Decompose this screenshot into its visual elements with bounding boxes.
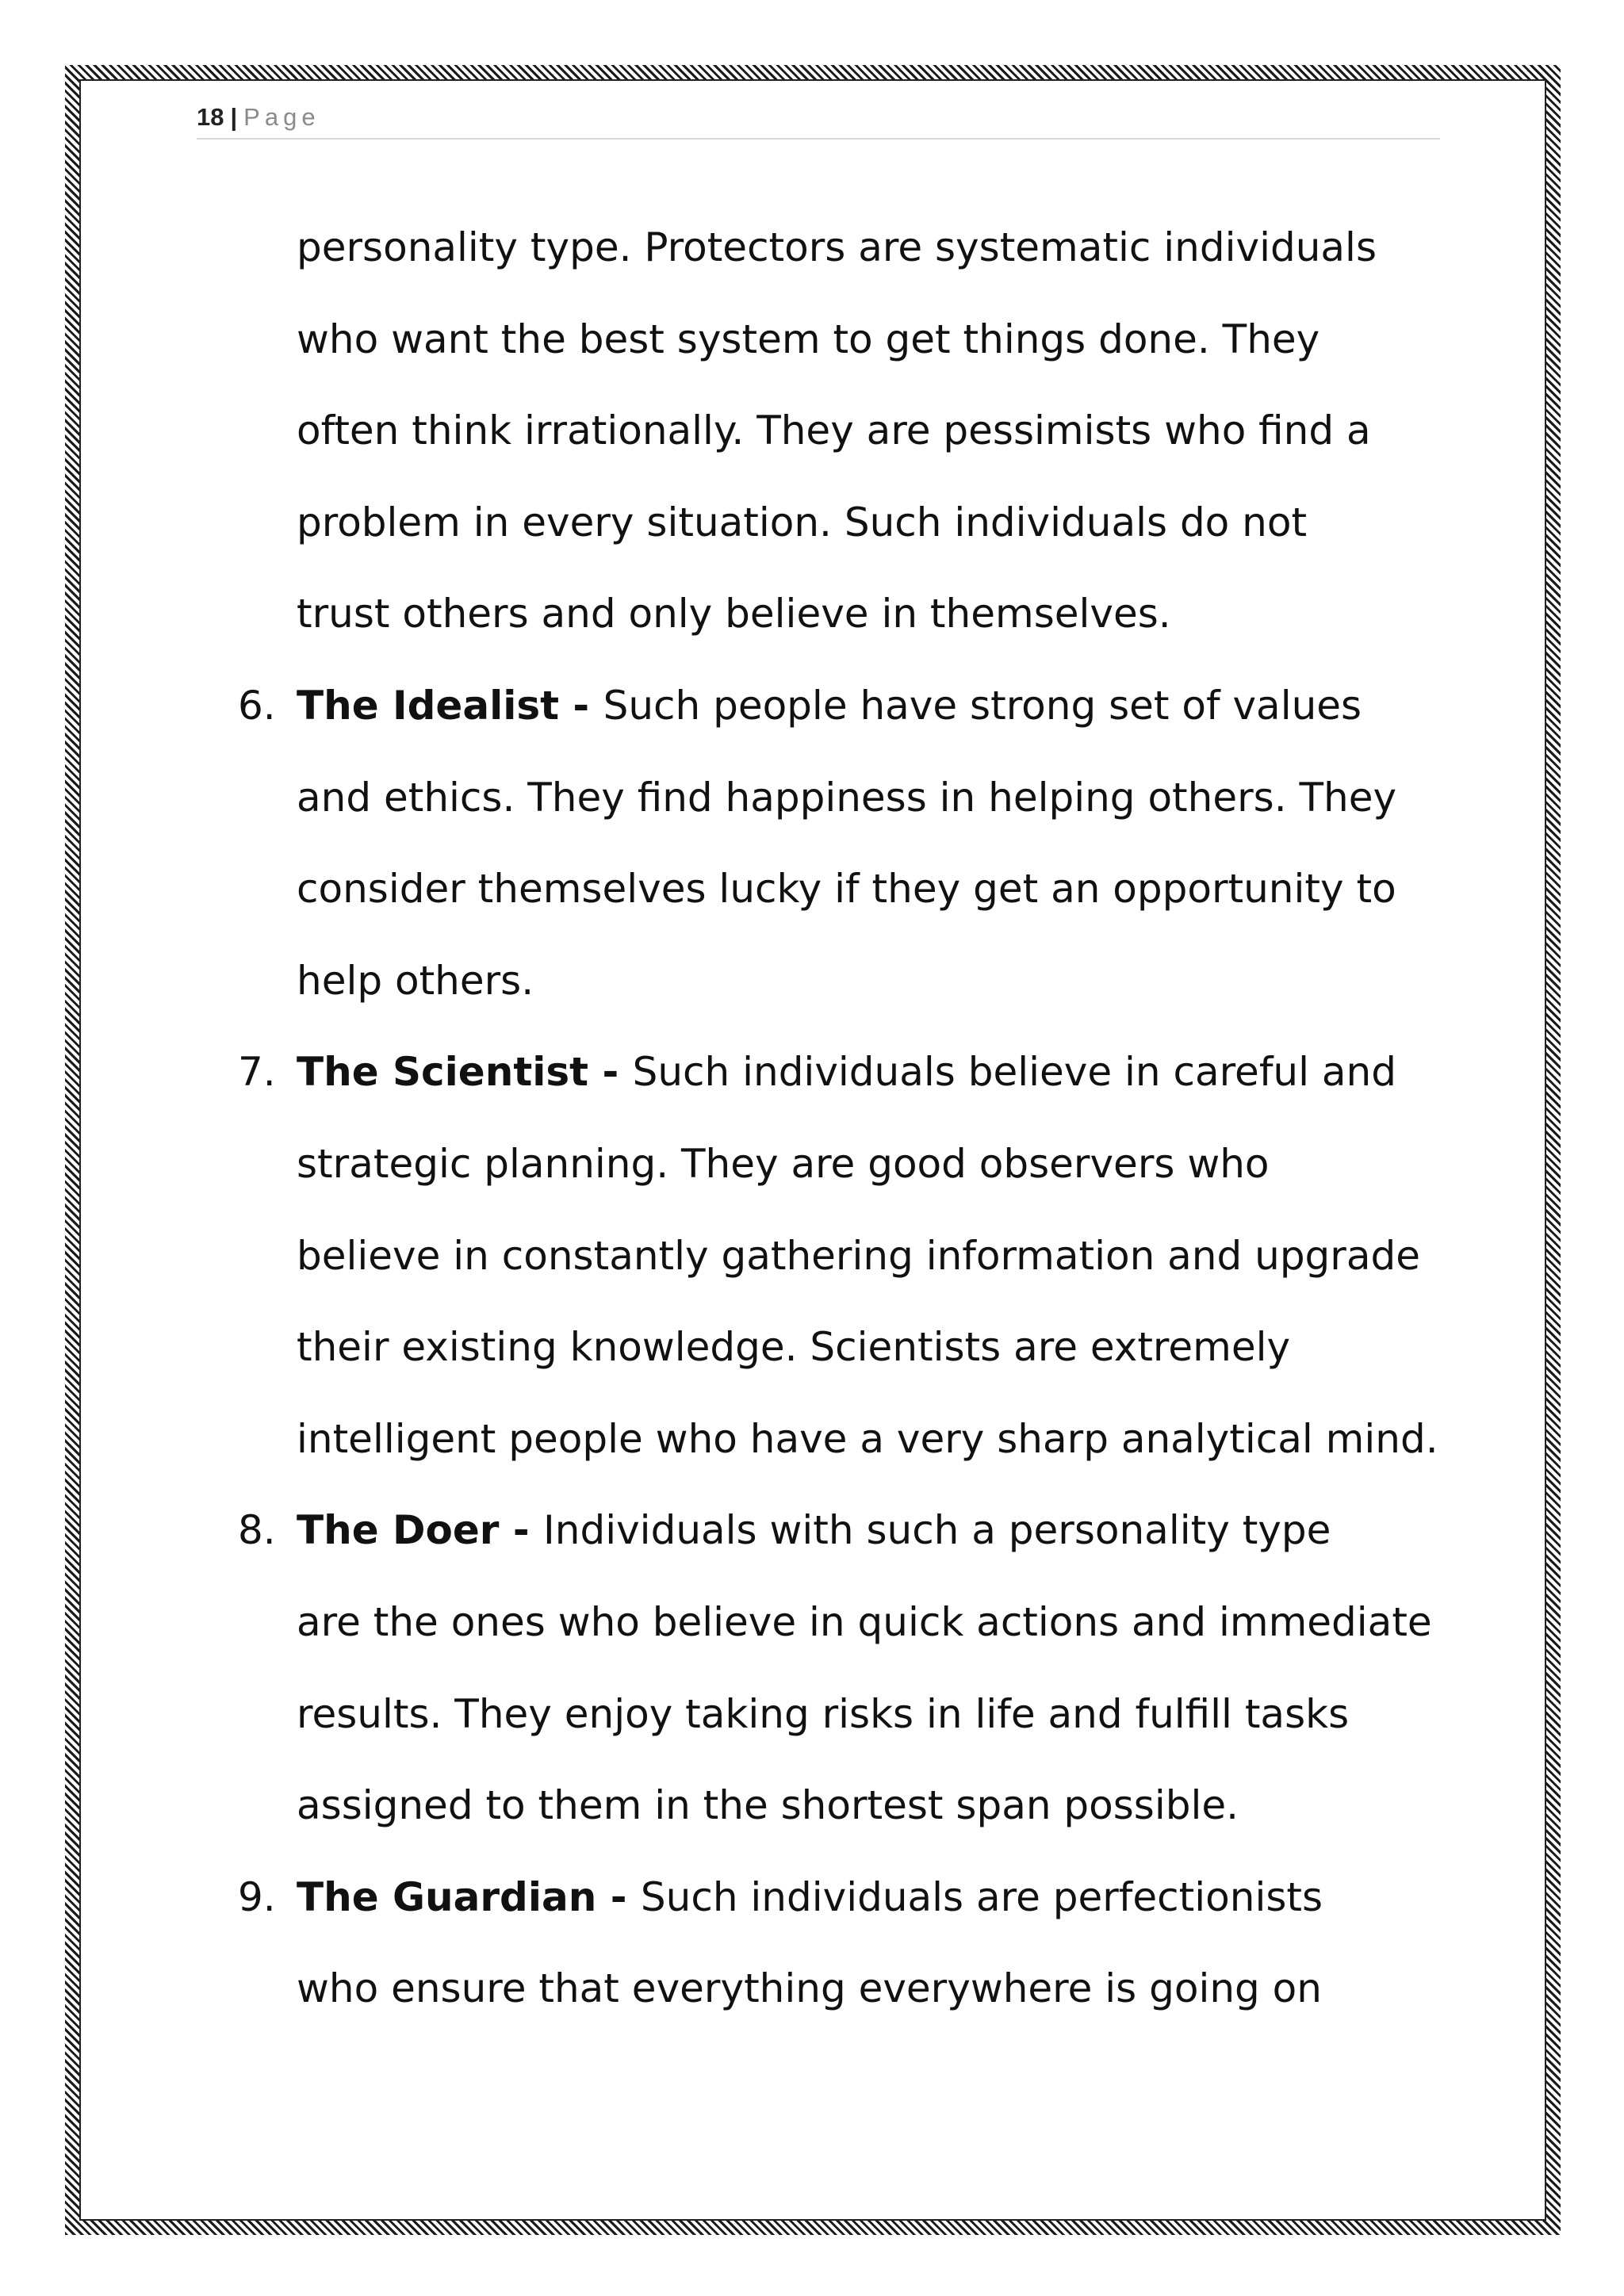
text-line: their existing knowledge. Scientists are extremely xyxy=(297,1324,1291,1371)
text-line: results. They enjoy taking risks in life and fulfill tasks xyxy=(297,1690,1350,1737)
list-term: The Guardian xyxy=(297,1873,597,1920)
page-label: Page xyxy=(243,103,320,131)
text-line: intelligent people who have a very sharp analytical mind. xyxy=(297,1415,1438,1462)
text-line xyxy=(297,1027,1475,1119)
text-line: often think irrationally. They are pessimists who find a xyxy=(297,408,1371,454)
text-line: personality type. Protectors are systematic individuals xyxy=(297,224,1377,270)
list-marker: 9. xyxy=(238,1873,276,1920)
list-marker: 7. xyxy=(238,1049,276,1096)
text-line: consider themselves lucky if they get an opportunity to xyxy=(297,866,1396,913)
list-term: The Idealist xyxy=(297,682,560,729)
list-text: Such individuals are perfectionists xyxy=(640,1873,1323,1920)
text-line: problem in every situation. Such individuals do not xyxy=(297,499,1308,545)
list-text: Individuals with such a personality type xyxy=(543,1507,1331,1554)
page-separator: | xyxy=(230,103,238,131)
text-line: trust others and only believe in themselves. xyxy=(297,591,1171,637)
list-item-scientist xyxy=(238,1027,1475,1485)
list-item-idealist xyxy=(238,660,1475,1027)
text-line: who ensure that everything everywhere is going on xyxy=(297,1965,1322,2012)
text-line: and ethics. They find happiness in helping others. They xyxy=(297,774,1397,821)
text-line: help others. xyxy=(297,957,534,1004)
term-dash: - xyxy=(559,682,603,729)
text-line xyxy=(297,660,1475,752)
term-dash: - xyxy=(499,1507,544,1554)
list-item-guardian xyxy=(238,1852,1475,2035)
text-line xyxy=(297,1852,1475,1944)
text-line: assigned to them in the shortest span possible. xyxy=(297,1782,1239,1829)
text-line: believe in constantly gathering information and upgrade xyxy=(297,1232,1420,1279)
page-header xyxy=(197,97,1440,140)
text-line: who want the best system to get things done. They xyxy=(297,316,1320,362)
term-dash: - xyxy=(588,1049,633,1096)
page-content xyxy=(238,202,1475,2035)
list-term: The Scientist xyxy=(297,1049,589,1096)
list-marker: 8. xyxy=(238,1507,276,1554)
text-line: are the ones who believe in quick actions and immediate xyxy=(297,1598,1432,1645)
text-line: strategic planning. They are good observers who xyxy=(297,1140,1270,1187)
list-text: Such individuals believe in careful and xyxy=(632,1049,1396,1096)
list-text: Such people have strong set of values xyxy=(603,682,1362,729)
intro-paragraph xyxy=(297,202,1475,660)
list-marker: 6. xyxy=(238,682,276,729)
text-line xyxy=(297,1485,1475,1577)
page-number: 18 xyxy=(197,103,224,131)
list-term: The Doer xyxy=(297,1507,500,1554)
list-item-doer xyxy=(238,1485,1475,1851)
term-dash: - xyxy=(596,1873,641,1920)
